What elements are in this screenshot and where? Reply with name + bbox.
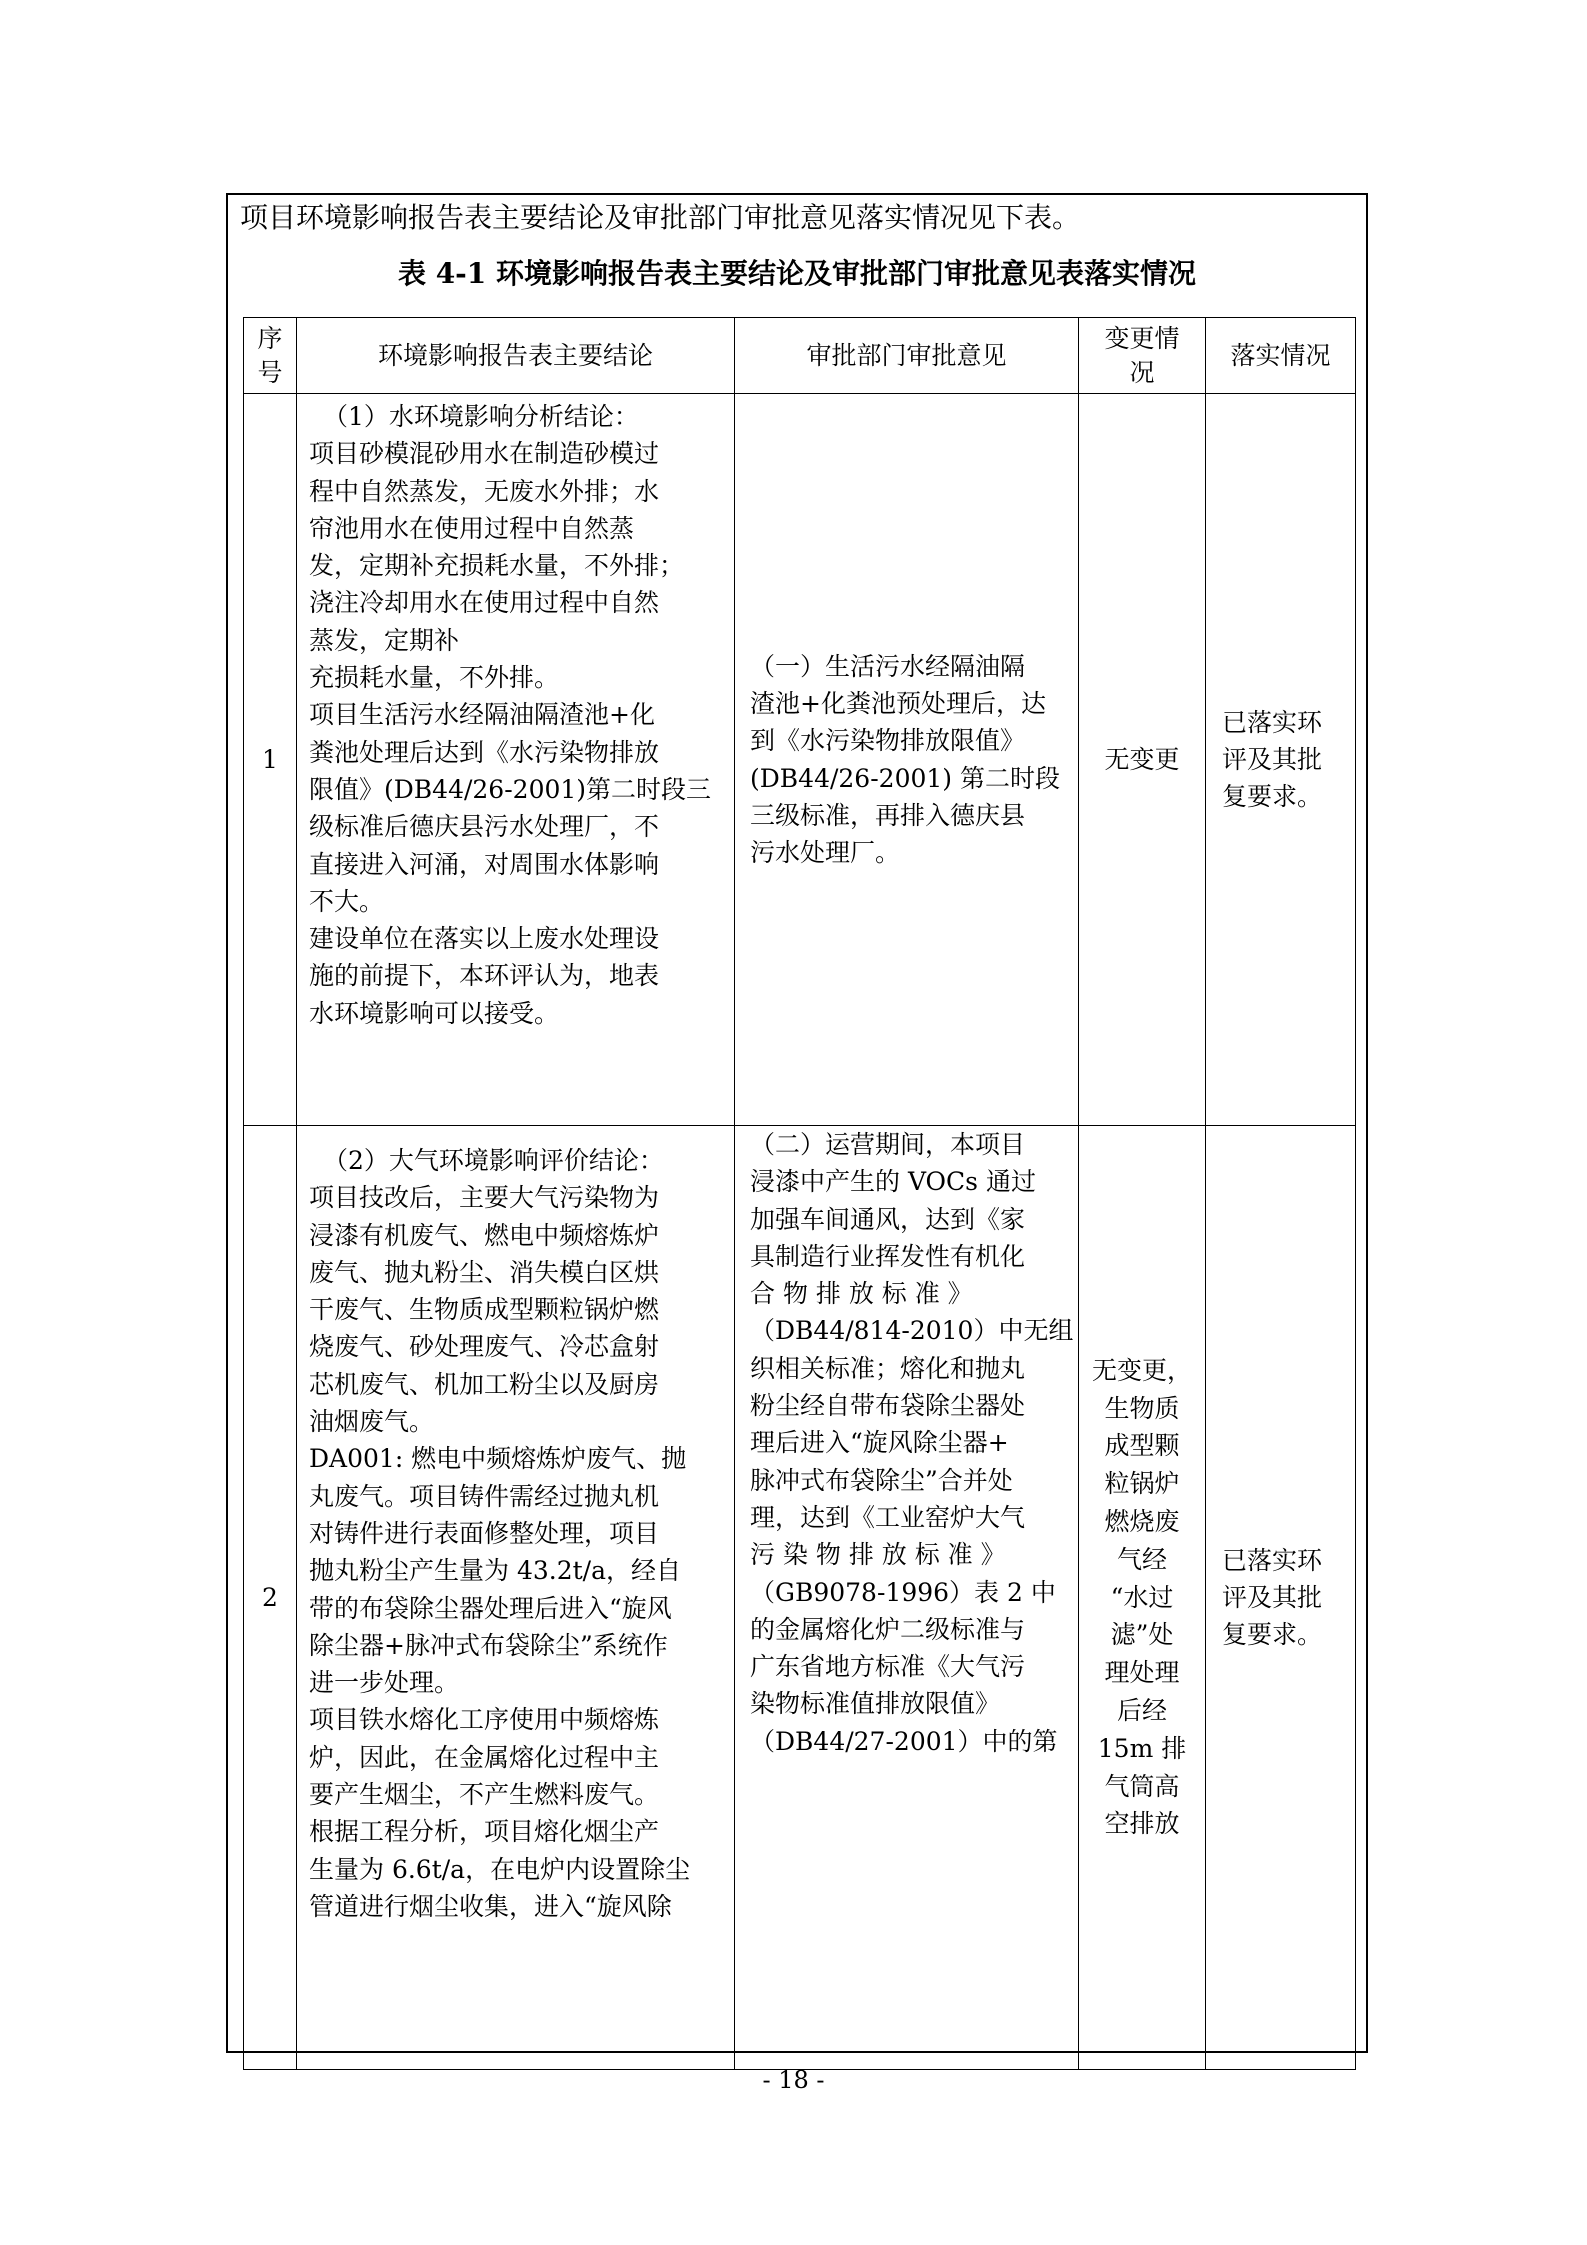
header-change-line: 变更情 [1104,323,1180,353]
header-change-line: 况 [1129,357,1155,387]
cell-text-line: 项目生活污水经隔油隔渣池+化 [309,700,655,730]
cell-text-line: 复要求。 [1222,1620,1323,1649]
cell-text-line: 生物质 [1104,1393,1180,1423]
cell-text-line: 脉冲式布袋除尘”合并处 [750,1465,1013,1495]
table-row [244,394,1356,1126]
row-number: 1 [244,394,297,1126]
table-row [244,1126,1356,2070]
cell-text-line: 粪池处理后达到《水污染物排放 [309,737,660,767]
cell-text-line: 污 染 物 排 放 标 准 》 [750,1540,1006,1570]
header-conclusion: 环境影响报告表主要结论 [297,318,735,394]
cell-text-line: 施的前提下，本环评认为，地表 [309,961,660,991]
cell-text-line: 成型颗 [1104,1431,1180,1461]
header-no-line: 号 [257,357,283,387]
cell-text-line: 不大。 [309,886,385,916]
cell-text-line: 空排放 [1104,1809,1180,1839]
page-number: - 18 - [762,2066,825,2094]
cell-text-line: 浸漆中产生的 VOCs 通过 [750,1167,1036,1197]
opinion-cell [735,1126,1079,2070]
cell-text-line: 加强车间通风，达到《家 [750,1204,1026,1234]
cell-text-line: 滤”处 [1110,1620,1174,1650]
conclusion-cell [297,1126,735,2070]
header-change [1079,318,1206,394]
cell-text-line: 评及其批 [1222,1583,1323,1612]
cell-text-line: 理后进入“旋风除尘器+ [750,1428,1009,1458]
cell-text-line: 废气、抛丸粉尘、消失模白区烘 [309,1257,660,1287]
cell-text-line: 污水处理厂。 [750,838,901,868]
cell-text-line: 织相关标准；熔化和抛丸 [750,1353,1026,1383]
cell-text-line: 根据工程分析，项目熔化烟尘产 [309,1817,660,1847]
table-header-row [244,318,1356,394]
cell-text-line: 充损耗水量，不外排。 [309,663,560,693]
cell-text-line: 进一步处理。 [309,1668,460,1698]
cell-text-line: 气筒高 [1104,1771,1180,1801]
cell-text-line: （GB9078-1996）表 2 中 [750,1577,1056,1607]
header-no-line: 序 [257,323,283,353]
row-number: 2 [244,1126,297,2070]
cell-text-line: 烧废气、砂处理废气、冷芯盒射 [309,1332,660,1362]
cell-text-line: 燃烧废 [1104,1507,1180,1536]
change-cell [1079,394,1206,1126]
cell-text-line: 已落实环 [1222,1546,1323,1575]
cell-text-line: 帘池用水在使用过程中自然蒸 [309,513,635,543]
cell-text-line: 项目铁水熔化工序使用中频熔炼 [309,1705,660,1735]
cell-text-line: 对铸件进行表面修整处理，项目 [309,1518,660,1548]
cell-text-line: 后经 [1116,1695,1167,1725]
cell-text-line: 广东省地方标准《大气污 [750,1652,1026,1682]
cell-text-line: 已落实环 [1222,708,1323,737]
cell-text-line: （1）水环境影响分析结论： [323,402,639,431]
cell-text-line: 水环境影响可以接受。 [309,998,560,1028]
cell-text-line: （DB44/814-2010）中无组 [750,1316,1074,1346]
cell-text-line: 浸漆有机废气、燃电中频熔炼炉 [309,1220,660,1250]
cell-text-line: （二）运营期间，本项目 [750,1130,1026,1159]
cell-text-line: 理，达到《工业窑炉大气 [750,1502,1026,1532]
conclusion-cell [297,394,735,1126]
cell-text-line: （DB44/27-2001）中的第 [750,1726,1058,1756]
cell-text-line: DA001: 燃电中频熔炼炉废气、抛 [309,1444,687,1474]
cell-text-line: 建设单位在落实以上废水处理设 [309,924,660,954]
cell-text-line: 无变更 [1104,744,1180,774]
cell-text-line: 浇注冷却用水在使用过程中自然 [309,588,660,618]
cell-text-line: 炉，因此，在金属熔化过程中主 [309,1742,660,1772]
cell-text-line: 粒锅炉 [1104,1469,1180,1499]
cell-text-line: 干废气、生物质成型颗粒锅炉燃 [309,1295,660,1325]
cell-text-line: 发，定期补充损耗水量，不外排； [309,551,685,581]
cell-text-line: 染物标准值排放限值》 [750,1689,1001,1719]
cell-text-line: 抛丸粉尘产生量为 43.2t/a，经自 [309,1556,681,1586]
cell-text-line: 项目砂模混砂用水在制造砂模过 [309,439,660,469]
cell-text-line: 限值》(DB44/26-2001)第二时段三 [309,774,712,804]
cell-text-line: 直接进入河涌，对周围水体影响 [309,849,660,879]
cell-text-line: 三级标准，再排入德庆县 [750,800,1026,830]
cell-text-line: 无变更， [1091,1355,1192,1385]
cell-text-line: 管道进行烟尘收集，进入“旋风除 [309,1891,672,1921]
cell-text-line: 评及其批 [1222,745,1323,774]
implementation-cell [1206,394,1356,1126]
cell-text-line: 理处理 [1104,1658,1180,1688]
cell-text-line: 粉尘经自带布袋除尘器处 [750,1391,1026,1421]
cell-text-line: 具制造行业挥发性有机化 [750,1241,1026,1271]
cell-text-line: 除尘器+脉冲式布袋除尘”系统作 [309,1630,668,1660]
opinion-cell [735,394,1079,1126]
cell-text-line: 丸废气。项目铸件需经过抛丸机 [309,1481,660,1511]
cell-text-line: 到《水污染物排放限值》 [750,726,1026,756]
cell-text-line: 合 物 排 放 标 准 》 [750,1279,973,1309]
header-implementation: 落实情况 [1206,318,1356,394]
cell-text-line: (DB44/26-2001) 第二时段 [750,763,1060,793]
cell-text-line: 渣池+化粪池预处理后，达 [750,688,1046,718]
cell-text-line: 要产生烟尘，不产生燃料废气。 [309,1780,660,1810]
change-cell [1079,1126,1206,2070]
cell-text-line: “水过 [1110,1582,1174,1612]
conclusions-table [243,317,1356,2070]
cell-text-line: 15m 排 [1097,1733,1187,1763]
cell-text-line: 的金属熔化炉二级标准与 [750,1614,1026,1644]
cell-text-line: 气经 [1116,1544,1167,1574]
cell-text-line: 级标准后德庆县污水处理厂，不 [309,812,660,842]
table-caption: 表 4-1 环境影响报告表主要结论及审批部门审批意见表落实情况 [397,257,1197,290]
implementation-cell [1206,1126,1356,2070]
cell-text-line: 生量为 6.6t/a，在电炉内设置除尘 [309,1854,691,1884]
cell-text-line: 芯机废气、机加工粉尘以及厨房 [309,1369,660,1399]
header-opinion: 审批部门审批意见 [735,318,1079,394]
cell-text-line: 带的布袋除尘器处理后进入“旋风 [309,1593,672,1623]
cell-text-line: 油烟废气。 [309,1407,435,1437]
cell-text-line: 程中自然蒸发，无废水外排；水 [309,476,660,506]
cell-text-line: 项目技改后，主要大气污染物为 [309,1183,660,1213]
cell-text-line: 蒸发，定期补 [309,625,460,655]
cell-text-line: 复要求。 [1222,782,1323,811]
cell-text-line: （2）大气环境影响评价结论： [323,1146,664,1175]
intro-paragraph: 项目环境影响报告表主要结论及审批部门审批意见落实情况见下表。 [240,201,1081,234]
cell-text-line: （一）生活污水经隔油隔 [750,651,1026,681]
header-no [244,318,297,394]
